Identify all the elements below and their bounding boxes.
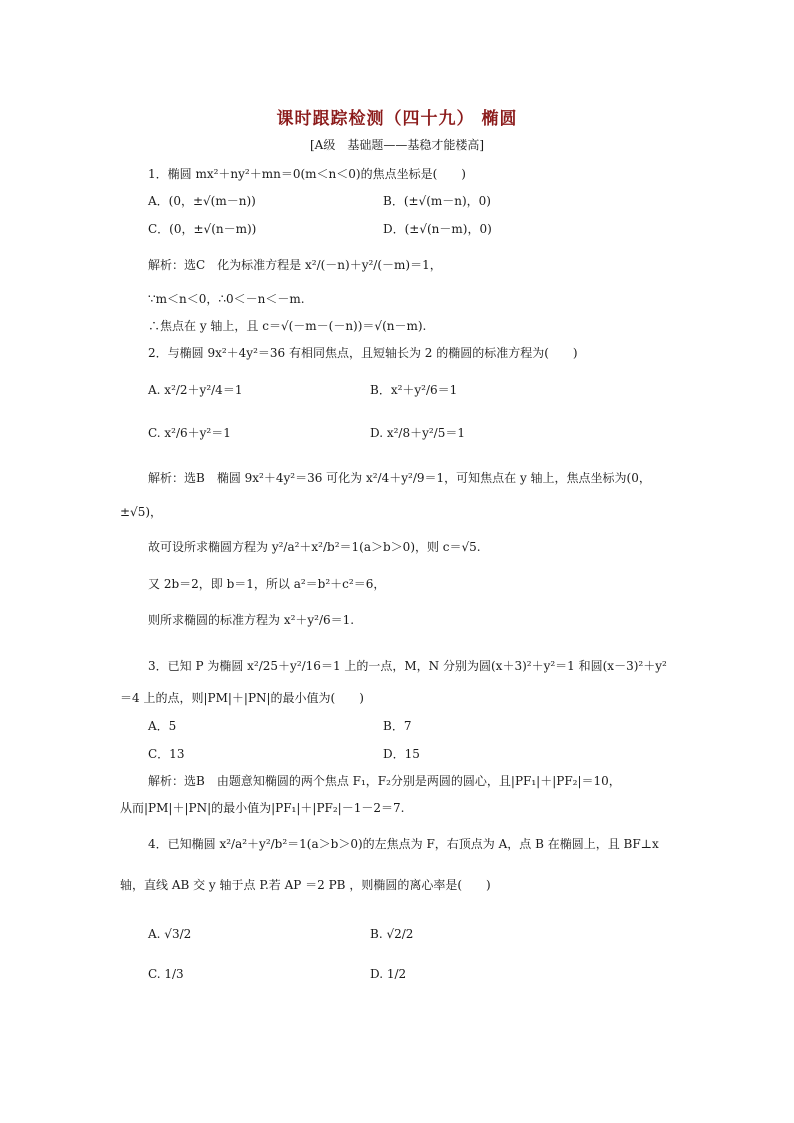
page-title: 课时跟踪检测（四十九） 椭圆 <box>276 109 518 129</box>
q2-option-d: D. x²/8＋y²/5＝1 <box>370 426 465 440</box>
q1-option-a: A．(0，±√(m－n)) <box>148 194 256 208</box>
q2-stem: 2．与椭圆 9x²＋4y²＝36 有相同焦点，且短轴长为 2 的椭圆的标准方程为( ) <box>148 346 578 360</box>
q4-option-d: D. 1/2 <box>370 967 407 981</box>
q2-solution-line-2: 故可设所求椭圆方程为 y²/a²＋x²/b²＝1(a＞b＞0)，则 c＝√5. <box>148 540 481 554</box>
q2-option-a: A. x²/2＋y²/4＝1 <box>148 383 243 397</box>
q4-option-c: C. 1/3 <box>148 967 184 981</box>
q4-stem-line-1: 4．已知椭圆 x²/a²＋y²/b²＝1(a＞b＞0)的左焦点为 F，右顶点为 A，点 B 在椭圆上，且 BF⊥x <box>148 837 659 851</box>
q1-solution-line-2: ∵m＜n＜0，∴0＜－n＜－m. <box>148 292 305 306</box>
section-subtitle: [A级 基础题——基稳才能楼高] <box>309 138 485 152</box>
q1-solution-line-3: ∴焦点在 y 轴上，且 c＝√(－m－(－n))＝√(n－m). <box>148 319 427 333</box>
q3-option-b: B．7 <box>383 719 412 733</box>
q1-option-c: C．(0，±√(n－m)) <box>148 222 257 236</box>
q2-solution-line-1b: ±√5)， <box>120 505 163 519</box>
q3-option-c: C．13 <box>148 747 185 761</box>
q3-option-d: D．15 <box>383 747 420 761</box>
q1-option-d: D．(±√(n－m)，0) <box>383 222 492 236</box>
q4-stem-line-2: 轴，直线 AB 交 y 轴于点 P.若 AP ＝2 PB ，则椭圆的离心率是( ) <box>120 878 491 892</box>
q3-solution-line-1: 解析：选B 由题意知椭圆的两个焦点 F₁，F₂分别是两圆的圆心，且|PF₁|＋|PF₂|＝10， <box>148 774 621 788</box>
q1-stem: 1．椭圆 mx²＋ny²＋mn＝0(m＜n＜0)的焦点坐标是( ) <box>148 167 466 181</box>
q2-solution-line-4: 则所求椭圆的标准方程为 x²＋y²/6＝1. <box>148 613 355 627</box>
q3-option-a: A．5 <box>148 719 177 733</box>
q3-solution-line-2: 从而|PM|＋|PN|的最小值为|PF₁|＋|PF₂|－1－2＝7. <box>120 801 405 815</box>
q2-option-b: B．x²＋y²/6＝1 <box>370 383 458 397</box>
q1-solution-line-1: 解析：选C 化为标准方程是 x²/(－n)＋y²/(－m)＝1， <box>148 258 442 272</box>
q2-solution-line-1: 解析：选B 椭圆 9x²＋4y²＝36 可化为 x²/4＋y²/9＝1，可知焦点在 y 轴上，焦点坐标为(0， <box>148 471 651 485</box>
q4-option-a: A. √3/2 <box>148 927 192 941</box>
q2-solution-line-3: 又 2b＝2，即 b＝1，所以 a²＝b²＋c²＝6， <box>148 577 386 591</box>
q3-stem-line-1: 3．已知 P 为椭圆 x²/25＋y²/16＝1 上的一点，M，N 分别为圆(x＋3)²＋y²＝1 和圆(x－3)²＋y² <box>148 659 667 673</box>
q1-option-b: B．(±√(m－n)，0) <box>383 194 491 208</box>
q4-option-b: B. √2/2 <box>370 927 414 941</box>
q3-stem-line-2: ＝4 上的点，则|PM|＋|PN|的最小值为( ) <box>120 691 364 705</box>
q2-option-c: C. x²/6＋y²＝1 <box>148 426 231 440</box>
